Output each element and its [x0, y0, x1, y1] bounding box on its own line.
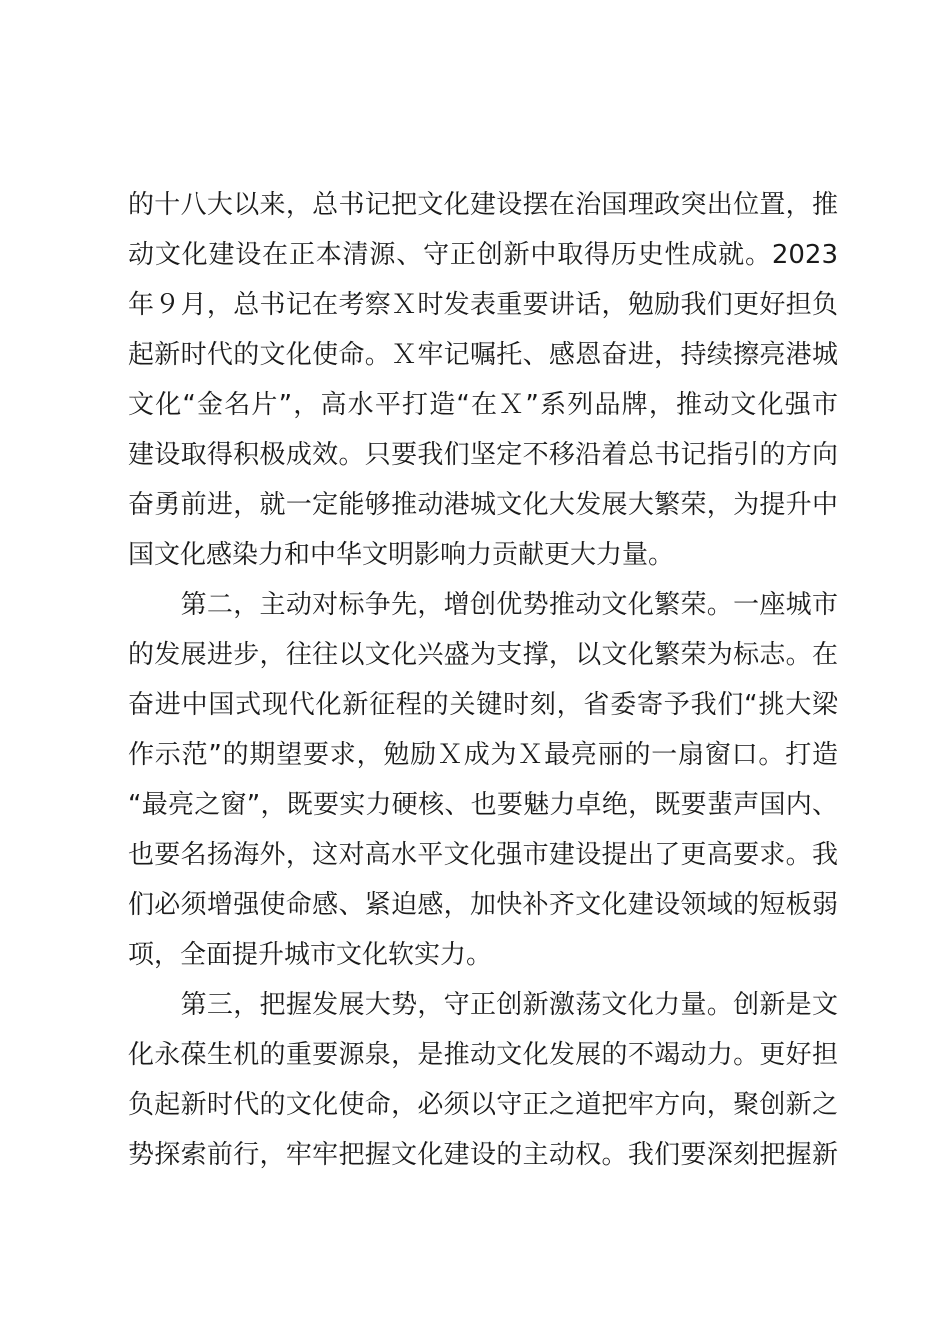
text-line: 的十八大以来，总书记把文化建设摆在治国理政突出位置，推	[128, 190, 838, 220]
text-line: 国文化感染力和中华文明影响力贡献更大力量。	[128, 540, 675, 570]
paragraph-2	[128, 580, 838, 980]
text-line: 化永葆生机的重要源泉，是推动文化发展的不竭动力。更好担	[128, 1040, 838, 1070]
text-line: 年９月，总书记在考察Ｘ时发表重要讲话，勉励我们更好担负	[128, 290, 838, 320]
text-line: 第二，主动对标争先，增创优势推动文化繁荣。一座城市	[128, 590, 838, 620]
text-line: “最亮之窗”，既要实力硬核、也要魅力卓绝，既要蜚声国内、	[128, 790, 838, 820]
text-line: 文化“金名片”，高水平打造“在Ｘ”系列品牌，推动文化强市	[128, 390, 838, 420]
text-line: 动文化建设在正本清源、守正创新中取得历史性成就。2023	[128, 240, 838, 270]
text-line: 起新时代的文化使命。Ｘ牢记嘱托、感恩奋进，持续擦亮港城	[128, 340, 838, 370]
text-line: 的发展进步，往往以文化兴盛为支撑，以文化繁荣为标志。在	[128, 640, 838, 670]
text-line: 负起新时代的文化使命，必须以守正之道把牢方向，聚创新之	[128, 1090, 838, 1120]
paragraph-3	[128, 980, 838, 1180]
text-line: 势探索前行，牢牢把握文化建设的主动权。我们要深刻把握新	[128, 1140, 838, 1170]
text-line: 们必须增强使命感、紧迫感，加快补齐文化建设领域的短板弱	[128, 890, 838, 920]
text-line: 奋进中国式现代化新征程的关键时刻，省委寄予我们“挑大梁	[128, 690, 838, 720]
text-line: 作示范”的期望要求，勉励Ｘ成为Ｘ最亮丽的一扇窗口。打造	[128, 740, 838, 770]
text-line: 建设取得积极成效。只要我们坚定不移沿着总书记指引的方向	[128, 440, 838, 470]
text-line: 项，全面提升城市文化软实力。	[128, 940, 493, 970]
text-line: 也要名扬海外，这对高水平文化强市建设提出了更高要求。我	[128, 840, 838, 870]
text-line: 第三，把握发展大势，守正创新激荡文化力量。创新是文	[128, 990, 838, 1020]
document-body	[128, 180, 838, 1180]
paragraph-1	[128, 180, 838, 580]
text-line: 奋勇前进，就一定能够推动港城文化大发展大繁荣，为提升中	[128, 490, 838, 520]
